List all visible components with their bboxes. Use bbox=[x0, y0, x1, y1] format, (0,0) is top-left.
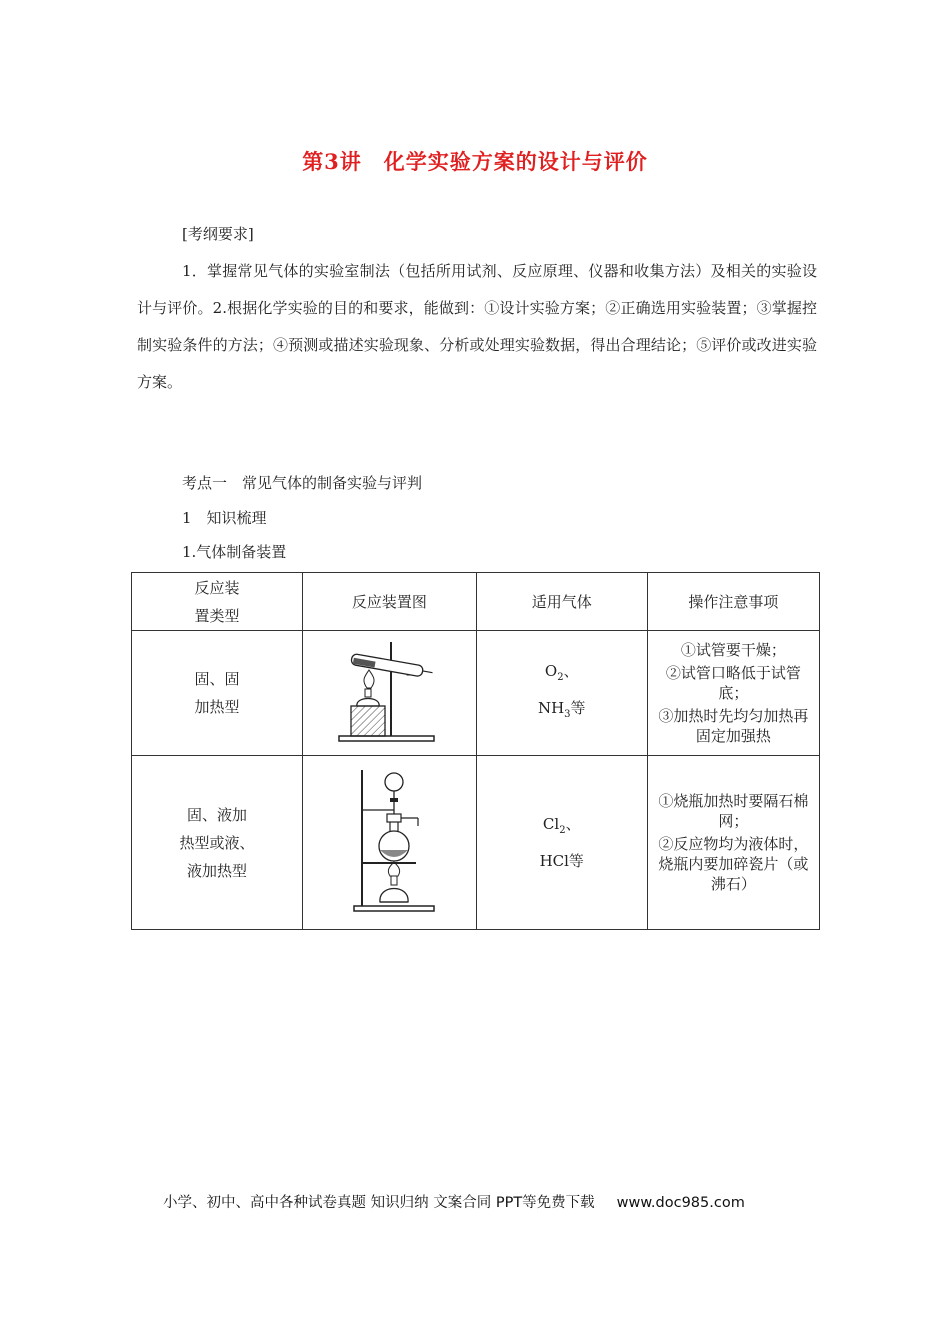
requirements-body: 1．掌握常见气体的实验室制法（包括所用试剂、反应原理、仪器和收集方法）及相关的实验设计与评价。2.根据化学实验的目的和要求，能做到：①设计实验方案；②正确选用实验装置；③掌握控制实验条件的方法；④预测或描述实验现象、分析或处理实验数据，得出合理结论；⑤评价或改进实验方案。 bbox=[137, 262, 817, 391]
subheading-apparatus: 1.气体制备装置 bbox=[182, 543, 287, 561]
header-diagram: 反应装置图 bbox=[303, 573, 477, 631]
row1-type: 固、固 加热型 bbox=[132, 631, 303, 756]
page-footer bbox=[163, 1191, 745, 1212]
solid-solid-heating-apparatus-diagram bbox=[329, 636, 449, 746]
footer-text: 小学、初中、高中各种试卷真题 知识归纳 文案合同 PPT等免费下载 bbox=[163, 1195, 595, 1211]
table-row bbox=[132, 631, 820, 756]
kaodian-heading: 考点一 常见气体的制备实验与评判 bbox=[182, 474, 423, 492]
note-item: ①烧瓶加热时要隔石棉网； bbox=[658, 792, 809, 830]
note-item: ②反应物均为液体时，烧瓶内要加碎瓷片（或沸石） bbox=[658, 835, 809, 893]
table-row bbox=[132, 756, 820, 930]
apparatus-table bbox=[131, 572, 820, 930]
header-gas: 适用气体 bbox=[476, 573, 647, 631]
row1-notes bbox=[647, 631, 819, 756]
row1-gas: $O_2$、 $NH_3$等 bbox=[476, 631, 647, 756]
note-item: ①试管要干燥； bbox=[680, 641, 786, 659]
footer-site-link[interactable]: www.doc985.com bbox=[616, 1195, 745, 1211]
subheading-knowledge: 1 知识梳理 bbox=[182, 509, 267, 527]
table-header-row bbox=[132, 573, 820, 631]
page-title: 第3讲 化学实验方案的设计与评价 bbox=[302, 149, 648, 174]
header-notes: 操作注意事项 bbox=[647, 573, 819, 631]
requirements-heading: [考纲要求] bbox=[182, 225, 254, 243]
header-type: 反应装 置类型 bbox=[132, 573, 303, 631]
row2-diagram bbox=[303, 756, 477, 930]
note-item: ③加热时先均匀加热再固定加强热 bbox=[658, 707, 809, 745]
row1-diagram bbox=[303, 631, 477, 756]
row2-notes bbox=[647, 756, 819, 930]
note-item: ②试管口略低于试管底； bbox=[665, 664, 801, 702]
row2-gas: $Cl_2$、 HCl等 bbox=[476, 756, 647, 930]
row2-type: 固、液加 热型或液、 液加热型 bbox=[132, 756, 303, 930]
solid-liquid-heating-apparatus-diagram bbox=[334, 766, 444, 916]
